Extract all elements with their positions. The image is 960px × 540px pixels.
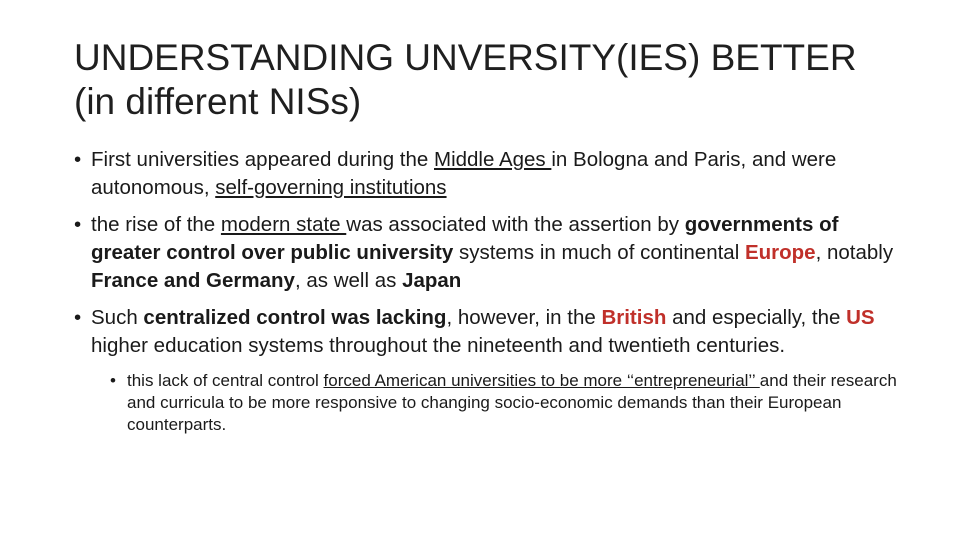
underlined-text: forced American universities to be more ‘‘entrepreneurial’’ <box>323 371 760 390</box>
slide-body <box>74 146 904 436</box>
highlight-text: US <box>846 306 875 329</box>
text: was associated with the assertion by <box>346 213 685 236</box>
text: higher education systems throughout the nineteenth and twentieth centuries. <box>91 334 786 357</box>
text: , however, in the <box>446 306 602 329</box>
sub-bullet-entrepreneurial <box>110 370 904 436</box>
highlight-text: Europe <box>744 241 816 264</box>
highlight-text: British <box>601 306 667 329</box>
text: , notably <box>815 241 894 264</box>
underlined-text: self-governing institutions <box>215 176 447 199</box>
slide-title: UNDERSTANDING UNVERSITY(IES) BETTER (in different NISs) <box>74 37 857 122</box>
text: First universities appeared during the <box>91 148 434 171</box>
underlined-text: modern state <box>220 213 347 236</box>
text: systems in much of continental <box>453 241 745 264</box>
bold-text: France and Germany <box>91 269 295 292</box>
bullet-centralized-control <box>74 304 904 360</box>
text: in Bologna and Paris, and were autonomous, <box>91 148 837 199</box>
text: the rise of the <box>91 213 221 236</box>
bold-text: governments of greater control over public university <box>91 213 839 264</box>
bold-text: centralized control was lacking <box>143 306 447 329</box>
underlined-text: Middle Ages <box>434 148 552 171</box>
text: , as well as <box>294 269 403 292</box>
text: this lack of central control <box>127 371 324 390</box>
bullet-first-universities <box>74 146 904 202</box>
bullet-modern-state <box>74 211 904 295</box>
text: and especially, the <box>666 306 847 329</box>
text: Such <box>91 306 144 329</box>
text: and their research and curricula to be more responsive to changing socio-economic demands than their European counterparts. <box>127 371 897 434</box>
bold-text: Japan <box>402 269 462 292</box>
